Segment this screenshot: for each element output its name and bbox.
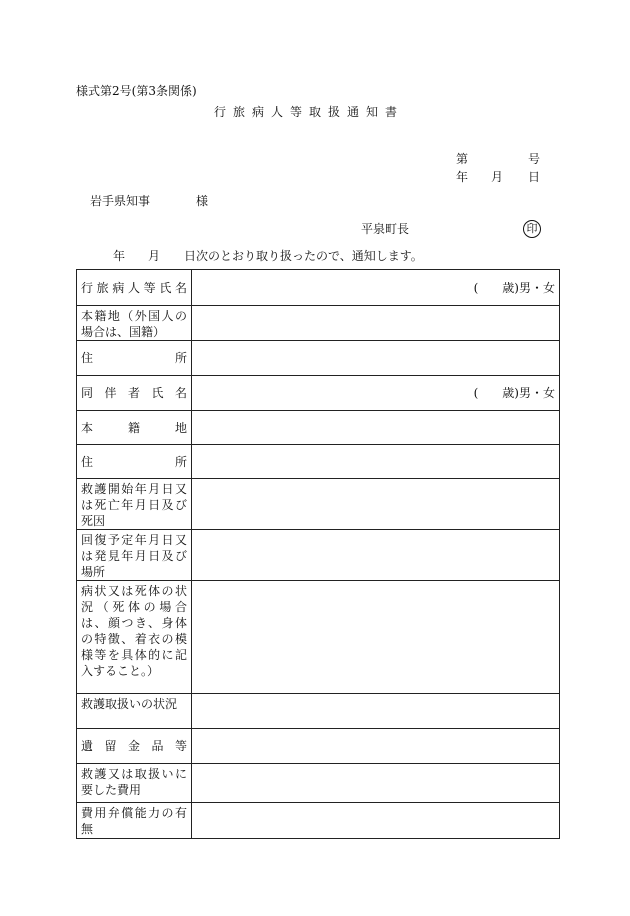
number-prefix: 第 (456, 152, 469, 166)
table-row (77, 479, 560, 530)
table-row (77, 270, 560, 306)
form-number: 様式第2号(第3条関係) (76, 84, 197, 98)
name-field[interactable] (192, 270, 560, 306)
addressee-name: 岩手県知事 (90, 194, 151, 208)
companion-name-field[interactable] (192, 376, 560, 411)
row-label: 行旅病人等氏名 (77, 270, 192, 306)
date-year: 年 (456, 170, 469, 184)
notice-month: 月 (148, 249, 161, 263)
condition-field[interactable] (192, 581, 560, 694)
table-row (77, 530, 560, 581)
expenses-field[interactable] (192, 764, 560, 803)
table-row (77, 341, 560, 376)
table-row (77, 411, 560, 445)
address-field[interactable] (192, 341, 560, 376)
addressee-honorific: 様 (196, 194, 209, 208)
table-row (77, 803, 560, 839)
table-row (77, 694, 560, 729)
row-label: 費用弁償能力の有無 (77, 803, 192, 839)
recovery-date-field[interactable] (192, 530, 560, 581)
number-suffix: 号 (528, 152, 541, 166)
belongings-field[interactable] (192, 729, 560, 764)
reimbursement-field[interactable] (192, 803, 560, 839)
age-sex-text: ( 歳)男・女 (473, 280, 555, 295)
relief-status-field[interactable] (192, 694, 560, 729)
row-label: 住所 (77, 445, 192, 479)
domicile-field[interactable] (192, 306, 560, 341)
notice-year: 年 (113, 249, 126, 263)
table-row (77, 581, 560, 694)
row-label: 救護開始年月日又は死亡年月日及び死因 (77, 479, 192, 530)
table-row (77, 376, 560, 411)
table-row (77, 764, 560, 803)
date-day: 日 (528, 170, 541, 184)
companion-address-field[interactable] (192, 445, 560, 479)
row-label: 病状又は死体の状況（死体の場合は、顔つき、身体の特徴、着衣の模様等を具体的に記入すること。） (77, 581, 192, 694)
row-label: 遺留金品等 (77, 729, 192, 764)
sender-name: 平泉町長 (361, 222, 410, 236)
row-label: 本籍地 (77, 411, 192, 445)
companion-domicile-field[interactable] (192, 411, 560, 445)
notice-text: 日次のとおり取り扱ったので、通知します。 (184, 249, 423, 263)
seal-mark: 印 (523, 220, 541, 238)
table-row (77, 306, 560, 341)
relief-start-field[interactable] (192, 479, 560, 530)
table-row (77, 445, 560, 479)
row-label: 住所 (77, 341, 192, 376)
age-sex-text: ( 歳)男・女 (473, 386, 555, 400)
notification-form-table (76, 269, 560, 839)
table-row (77, 729, 560, 764)
document-title: 行旅病人等取扱通知書 (214, 105, 405, 119)
row-label: 本籍地（外国人の場合は、国籍） (77, 306, 192, 341)
date-month: 月 (491, 170, 504, 184)
row-label: 救護又は取扱いに要した費用 (77, 764, 192, 803)
row-label: 同伴者氏名 (77, 376, 192, 411)
row-label: 回復予定年月日又は発見年月日及び場所 (77, 530, 192, 581)
row-label: 救護取扱いの状況 (77, 694, 192, 729)
